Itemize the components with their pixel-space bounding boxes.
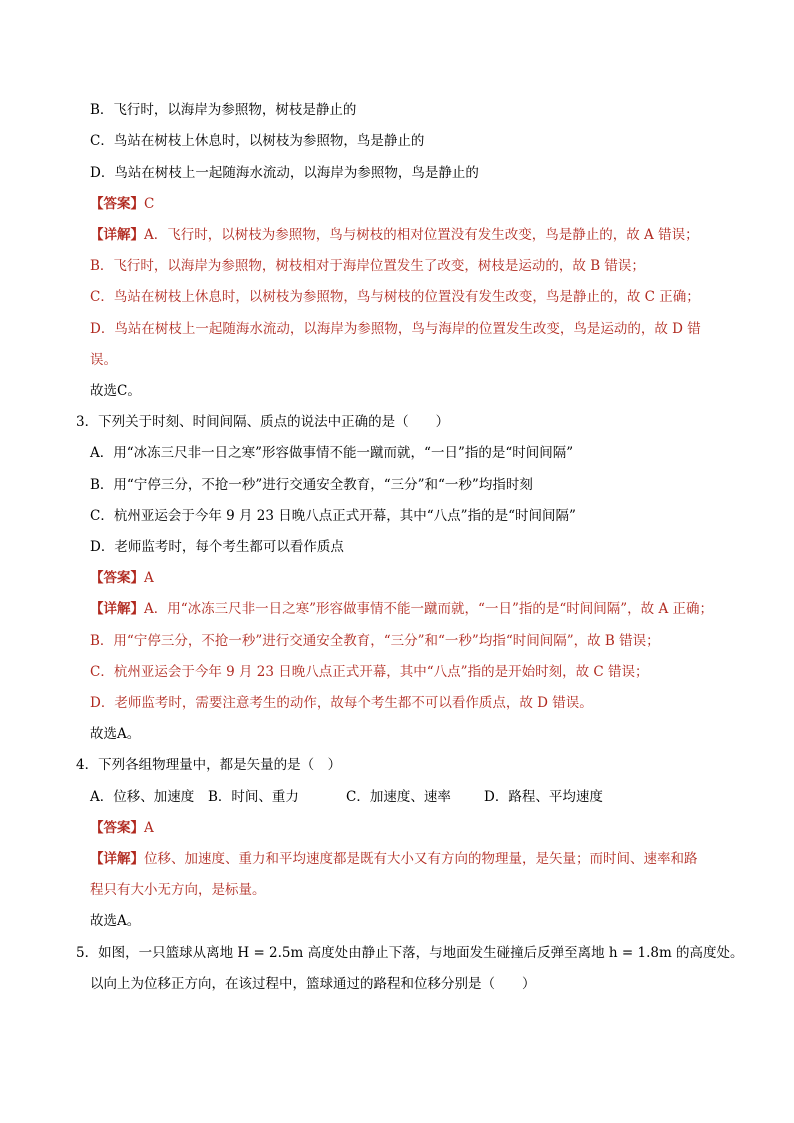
q3-option-d: D．老师监考时，每个考生都可以看作质点 [90,539,344,555]
q2-detail-line-5: 误。 [90,352,117,368]
q3-detail-line-2: B．用“宁停三分，不抢一秒”进行交通安全教育，“三分”和“一秒”均指“时间间隔”，故 B 错误； [90,633,660,649]
q4-detail-line-1: 【详解】位移、加速度、重力和平均速度都是既有大小又有方向的物理量，是矢量；而时间、速率和路 [90,851,698,867]
detail-tag: 【详解】 [90,851,144,867]
answer-value: C [144,196,155,212]
q4-option-b: B．时间、重力 [208,789,299,805]
detail-tag: 【详解】 [90,227,144,243]
q4-option-a: A．位移、加速度 [90,789,195,805]
q4-option-d: D．路程、平均速度 [484,789,603,805]
q2-answer [90,195,154,213]
q4-conclusion: 故选A。 [90,913,141,929]
q3-option-c: C．杭州亚运会于今年 9 月 23 日晚八点正式开幕，其中“八点”指的是“时间间隔” [90,508,576,524]
q2-detail-line-1: 【详解】A．飞行时，以树枝为参照物，鸟与树枝的相对位置没有发生改变，鸟是静止的，故 A 错误； [90,227,699,243]
q2-detail-line-2: B．飞行时，以海岸为参照物，树枝相对于海岸位置发生了改变，树枝是运动的，故 B 错误； [90,258,645,274]
q4-stem: 4．下列各组物理量中，都是矢量的是（ ） [76,757,342,773]
q3-conclusion: 故选A。 [90,726,141,742]
detail-tag: 【详解】 [90,601,144,617]
q5-stem-line-2: 以向上为位移正方向，在该过程中，篮球通过的路程和位移分别是（ ） [90,976,536,992]
q4-options [90,788,603,806]
q4-detail-line-2: 程只有大小无方向，是标量。 [90,882,266,898]
q2-option-d: D．鸟站在树枝上一起随海水流动，以海岸为参照物，鸟是静止的 [90,165,479,181]
answer-tag: 【答案】 [90,820,144,836]
answer-tag: 【答案】 [90,570,144,586]
answer-value: A [144,570,154,586]
q5-stem-line-1: 5．如图，一只篮球从离地 H = 2.5m 高度处由静止下落，与地面发生碰撞后反弹至离地 h = 1.8m 的高度处。 [76,945,744,961]
q3-option-a: A．用“冰冻三尺非一日之寒”形容做事情不能一蹴而就，“一日”指的是“时间间隔” [90,445,574,461]
q2-option-b: B．飞行时，以海岸为参照物，树枝是静止的 [90,102,357,118]
q3-detail-line-4: D．老师监考时，需要注意考生的动作，故每个考生都不可以看作质点，故 D 错误。 [90,695,593,711]
q4-answer [90,819,154,837]
q3-option-b: B．用“宁停三分，不抢一秒”进行交通安全教育，“三分”和“一秒”均指时刻 [90,477,533,493]
q3-answer [90,569,154,587]
q2-conclusion: 故选C。 [90,383,141,399]
q2-option-c: C．鸟站在树枝上休息时，以树枝为参照物，鸟是静止的 [90,133,425,149]
answer-value: A [144,820,154,836]
answer-tag: 【答案】 [90,196,144,212]
q3-detail-line-1: 【详解】A．用“冰冻三尺非一日之寒”形容做事情不能一蹴而就，“一日”指的是“时间间隔”，故 A 正确； [90,601,713,617]
q3-stem: 3．下列关于时刻、时间间隔、质点的说法中正确的是（ ） [76,414,450,430]
q2-detail-line-4: D．鸟站在树枝上一起随海水流动，以海岸为参照物，鸟与海岸的位置发生改变，鸟是运动的，故 D 错 [90,321,701,337]
q3-detail-line-3: C．杭州亚运会于今年 9 月 23 日晚八点正式开幕，其中“八点”指的是开始时刻，故 C 错误； [90,664,649,680]
q4-option-c: C．加速度、速率 [346,789,451,805]
q2-detail-line-3: C．鸟站在树枝上休息时，以树枝为参照物，鸟与树枝的位置没有发生改变，鸟是静止的，故 C 正确； [90,289,700,305]
